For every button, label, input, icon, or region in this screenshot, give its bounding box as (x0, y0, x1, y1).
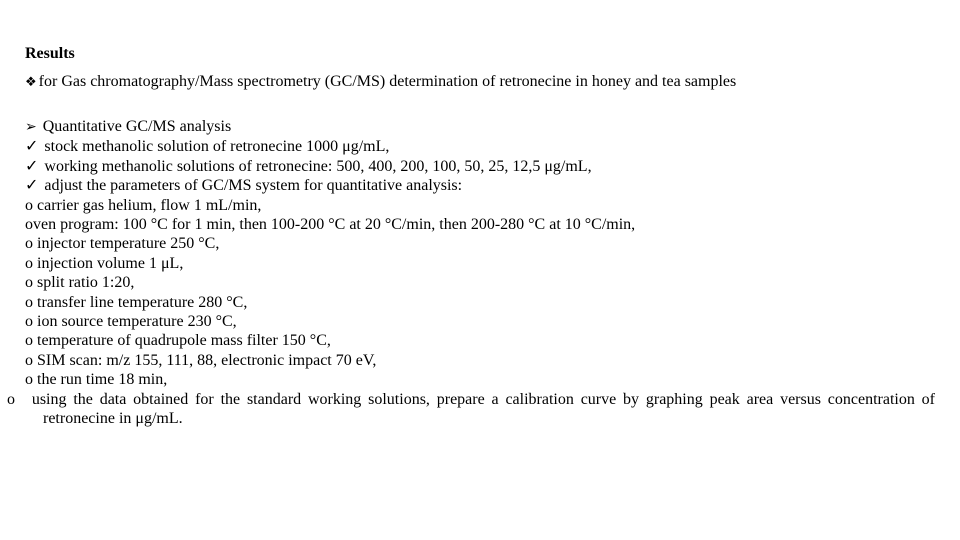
circle-bullet: o (25, 332, 33, 350)
check-icon: ✓ (25, 138, 39, 156)
list-item-injector-temperature (25, 234, 935, 253)
circle-bullet: o (25, 293, 33, 311)
list-item-text: using the data obtained for the standard working solutions, prepare a calibration curve by graphing peak area versus concentration of retronecine in μg/mL. (31, 390, 936, 428)
list-item-stock-solution (25, 137, 935, 156)
list-item-text: split ratio 1:20, (37, 274, 135, 292)
list-item-text: temperature of quadrupole mass filter 150 °C, (37, 332, 331, 350)
circle-bullet: o (25, 371, 33, 389)
subheading (25, 72, 736, 92)
circle-bullet: o (25, 235, 33, 253)
list-item-text: SIM scan: m/z 155, 111, 88, electronic impact 70 eV, (37, 351, 377, 369)
list-item-working-solutions (25, 157, 935, 176)
list-item-text: stock methanolic solution of retronecine 1000 μg/mL, (44, 138, 390, 156)
subheading-text: for Gas chromatography/Mass spectrometry (GC/MS) determination of retronecine in honey and tea samples (38, 73, 737, 90)
circle-bullet: o (25, 274, 33, 292)
circle-bullet: o (25, 351, 33, 369)
check-icon: ✓ (25, 157, 39, 175)
list-item-split-ratio (25, 273, 935, 292)
list-item-carrier-gas (25, 196, 935, 215)
list-item-injection-volume (25, 254, 935, 273)
list-item-text: ion source temperature 230 °C, (37, 313, 237, 331)
arrow-bullet-icon: ➢ (25, 120, 37, 135)
list-item-text: injector temperature 250 °C, (37, 235, 220, 253)
list-item-analysis (25, 117, 935, 137)
list-item-transfer-line (25, 293, 935, 312)
diamond-bullet-icon: ❖ (25, 74, 37, 89)
list-item-oven-program (25, 215, 935, 234)
list-item-text: Quantitative GC/MS analysis (42, 118, 232, 135)
list-item-quadrupole (25, 331, 935, 350)
list-item-calibration: o using the data obtained for the standard working solutions, prepare a calibration curve by graphing peak area versus concentration of retronecine in μg/mL. (7, 390, 936, 428)
list-item-text: injection volume 1 μL, (37, 254, 184, 272)
check-icon: ✓ (25, 177, 39, 195)
list-item-parameters (25, 176, 935, 195)
list-item-text: transfer line temperature 280 °C, (37, 293, 248, 311)
list-item-text: oven program: 100 °C for 1 min, then 100-200 °C at 20 °C/min, then 200-280 °C at 10 °C/min, (25, 216, 636, 234)
list-item-text: the run time 18 min, (37, 371, 168, 389)
list-item-text: adjust the parameters of GC/MS system for quantitative analysis: (44, 177, 463, 195)
results-heading: Results (25, 45, 75, 62)
circle-bullet: o (25, 196, 33, 214)
method-list (7, 117, 936, 429)
circle-bullet: o (25, 254, 33, 272)
list-item-text: working methanolic solutions of retronecine: 500, 400, 200, 100, 50, 25, 12,5 μg/mL, (44, 157, 592, 175)
list-item-ion-source (25, 312, 935, 331)
list-item-text: carrier gas helium, flow 1 mL/min, (37, 196, 262, 214)
circle-bullet: o (25, 313, 33, 331)
list-item-run-time (25, 370, 935, 389)
list-item-sim-scan (25, 351, 935, 370)
